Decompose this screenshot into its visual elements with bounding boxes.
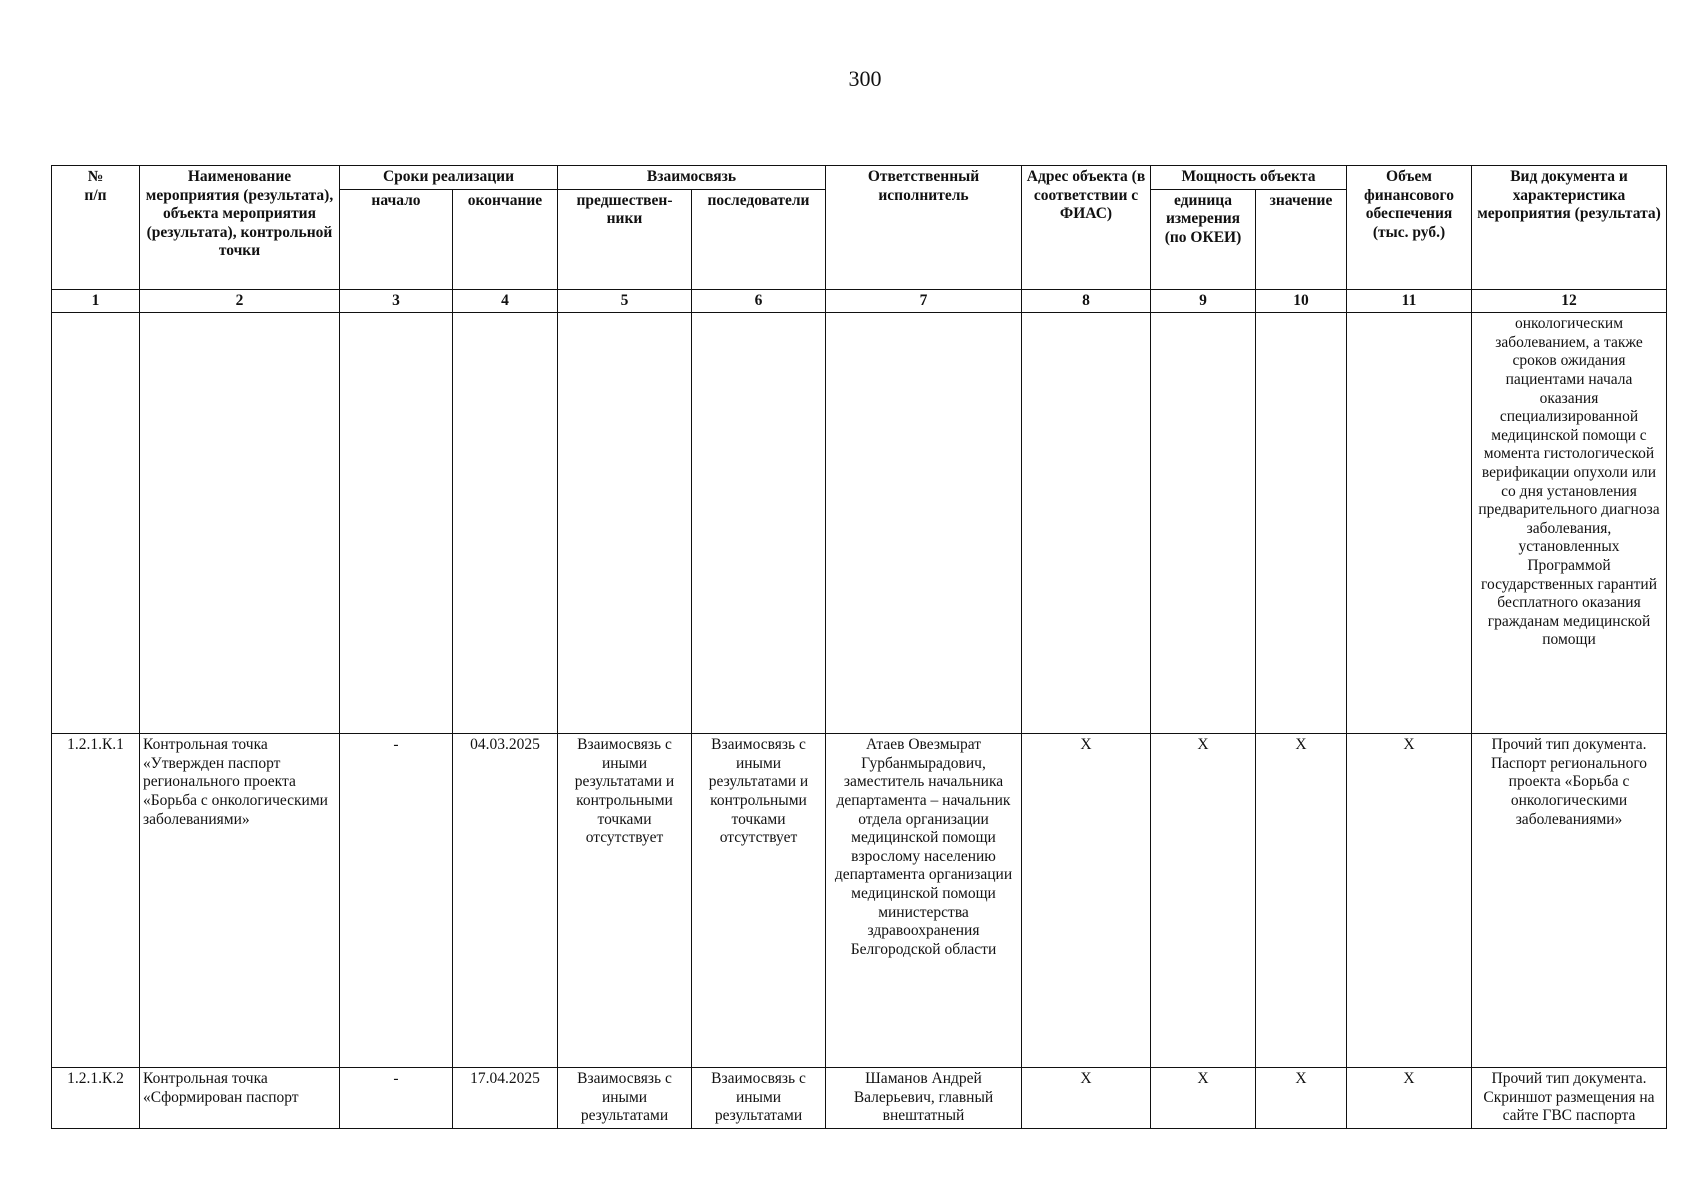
col-number: 7 (826, 289, 1022, 313)
col-header-end: окончание (453, 189, 558, 289)
unit-cell: X (1151, 734, 1256, 1068)
col-number: 8 (1022, 289, 1151, 313)
value-cell: X (1256, 734, 1347, 1068)
col-header-name: Наименование мероприятия (результата), объекта мероприятия (результата), контрольной точки (140, 166, 340, 290)
successors-cell: Взаимосвязь с иными результатами (711, 1070, 806, 1125)
col-number: 9 (1151, 289, 1256, 313)
col-header-relation: Взаимосвязь (558, 166, 826, 190)
unit-cell: X (1151, 1068, 1256, 1129)
row-name-cell: Контрольная точка «Сформирован паспорт (143, 1070, 299, 1106)
doc-type-cell: Прочий тип документа. Скриншот размещения на сайте ГВС паспорта (1483, 1070, 1655, 1125)
col-number: 11 (1347, 289, 1472, 313)
doc-type-cell: Прочий тип документа. Паспорт регионального проекта «Борьба с онкологическими заболеваниями» (1472, 734, 1667, 1068)
page-number: 300 (848, 66, 882, 91)
col-header-responsible: Ответственный исполнитель (826, 166, 1022, 290)
col-number: 1 (52, 289, 140, 313)
col-header-num: № п/п (52, 166, 140, 290)
end-cell: 17.04.2025 (453, 1068, 558, 1129)
col-number: 10 (1256, 289, 1347, 313)
table-row-continuation (52, 313, 1667, 734)
column-number-row (52, 289, 1667, 313)
col-number: 5 (558, 289, 692, 313)
responsible-cell: Атаев Овезмырат Гурбанмырадович, заместитель начальника департамента – начальник отдела организации медицинской помощи взрослому населению департамента организации медицинской помощи министерства здравоохранения Белгородской области (826, 734, 1022, 1068)
table-row (52, 734, 1667, 1068)
col-header-start: начало (340, 189, 453, 289)
row-name-cell: Контрольная точка «Утвержден паспорт регионального проекта «Борьба с онкологическими заболеваниями» (140, 734, 340, 1068)
col-header-predecessors: предшествен-ники (558, 189, 692, 289)
end-cell: 04.03.2025 (453, 734, 558, 1068)
events-table (51, 165, 1667, 1129)
finance-cell: X (1347, 734, 1472, 1068)
col-header-capacity: Мощность объекта (1151, 166, 1347, 190)
doc-type-cell: онкологическим заболеванием, а также сроков ожидания пациентами начала оказания специализированной медицинской помощи с момента гистологической верификации опухоли или со дня установления предварительного диагноза заболевания, установленных Программой государственных гарантий бесплатного оказания гражданам медицинской помощи (1472, 313, 1667, 734)
finance-cell: X (1347, 1068, 1472, 1129)
col-header-value: значение (1256, 189, 1347, 289)
col-number: 4 (453, 289, 558, 313)
col-number: 6 (692, 289, 826, 313)
col-number: 3 (340, 289, 453, 313)
address-cell: X (1022, 1068, 1151, 1129)
col-header-terms: Сроки реализации (340, 166, 558, 190)
start-cell: - (340, 1068, 453, 1129)
col-header-doc-type: Вид документа и характеристика мероприятия (результата) (1472, 166, 1667, 290)
successors-cell: Взаимосвязь с иными результатами и контрольными точками отсутствует (692, 734, 826, 1068)
predecessors-cell: Взаимосвязь с иными результатами и контрольными точками отсутствует (558, 734, 692, 1068)
value-cell: X (1256, 1068, 1347, 1129)
col-header-unit: единица измерения (по ОКЕИ) (1151, 189, 1256, 289)
table-row (52, 1068, 1667, 1129)
col-header-finance: Объем финансового обеспечения (тыс. руб.) (1347, 166, 1472, 290)
start-cell: - (340, 734, 453, 1068)
col-header-address: Адрес объекта (в соответствии с ФИАС) (1022, 166, 1151, 290)
predecessors-cell: Взаимосвязь с иными результатами (577, 1070, 672, 1125)
address-cell: X (1022, 734, 1151, 1068)
row-num-cell: 1.2.1.К.2 (52, 1068, 140, 1129)
col-number: 2 (140, 289, 340, 313)
col-number: 12 (1472, 289, 1667, 313)
row-num-cell: 1.2.1.К.1 (52, 734, 140, 1068)
responsible-cell: Шаманов Андрей Валерьевич, главный внештатный (853, 1070, 994, 1125)
col-header-successors: последователи (692, 189, 826, 289)
